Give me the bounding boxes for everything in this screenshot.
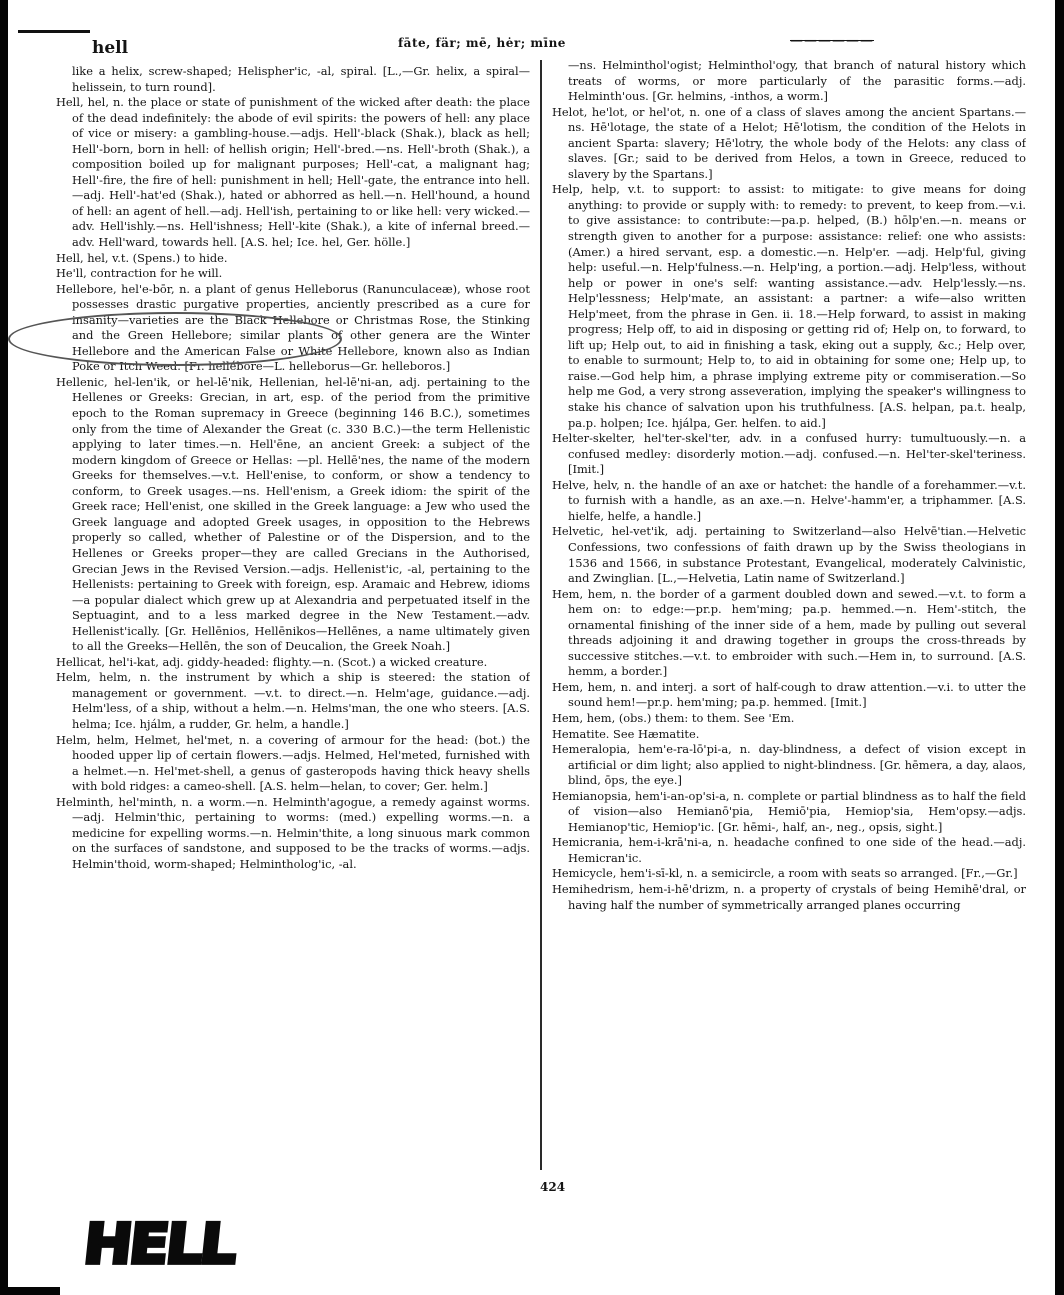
dictionary-entry: Helm, helm, Helmet, hel'met, n. a covering of armour for the head: (bot.) the hooded upper lip of certain flowers.—adjs. Helmed, Hel'meted, furnished with a helmet.—n. Hel'met-shell, a genus of gasteropods having thick heavy shells with bold ridges: a cameo-shell. [A.S. helm—helan, to cover; Ger. helm.] <box>56 732 530 794</box>
dictionary-entry: He'll, contraction for he will. <box>56 266 223 281</box>
right-column <box>552 58 1026 1168</box>
top-left-rule <box>18 30 90 33</box>
dictionary-entry: Hemicycle, hem'i-sī-kl, n. a semicircle, a room with seats so arranged. [Fr.,—Gr.] <box>552 866 1018 881</box>
dictionary-entry: Hem, hem, n. and interj. a sort of half-cough to draw attention.—v.i. to utter the sound hem!—pr.p. hem'ming; pa.p. hemmed. [Imit.] <box>552 679 1026 710</box>
dictionary-entry: Hemeralopia, hem'e-ra-lō'pi-a, n. day-blindness, a defect of vision except in artificial or dim light; also applied to night-blindness. [Gr. hēmera, a day, alaos, blind, ōps, the eye.] <box>552 742 1026 788</box>
dictionary-entry: Helve, helv, n. the handle of an axe or hatchet: the handle of a forehammer.—v.t. to furnish with a handle, as an axe.—n. Helve'-hamm'er, a triphammer. [A.S. hielfe, helfe, a handle.] <box>552 477 1026 523</box>
dictionary-entry: Helm, helm, n. the instrument by which a ship is steered: the station of management or government. —v.t. to direct.—n. Helm'age, guidance.—adj. Helm'less, of a ship, without a helm.—n. Helms'man, the one who steers. [A.S. helma; Ice. hjálm, a rudder, Gr. helm, a handle.] <box>56 670 530 731</box>
dictionary-entry: Hematite. See Hæmatite. <box>552 726 700 741</box>
page-frame-left <box>0 0 8 1295</box>
dictionary-entry: Hemihedrism, hem-i-hē'drizm, n. a property of crystals of being Hemihē'dral, or having half the number of symmetrically arranged planes occurring <box>552 881 1026 912</box>
dictionary-entry: Helvetic, hel-vet'ik, adj. pertaining to Switzerland—also Helvē'tian.—Helvetic Confessions, two confessions of faith drawn up by the Swiss theologians in 1536 and 1566, in substance Protestant, Evangelical, moderately Calvinistic, and Zwinglian. [L.,—Helvetia, Latin name of Switzerland.] <box>552 524 1026 586</box>
dictionary-entry: Hellebore, hel'e-bōr, n. a plant of genus Helleborus (Ranunculaceæ), whose root possesses drastic purgative properties, anciently prescribed as a cure for insanity—varieties are the Black Hellebore or Christmas Rose, the Stinking and the Green Hellebore; similar plants of other genera are the Winter Hellebore and the American False or White Hellebore, known also as Indian Poke or Itch Weed. [Fr. hellébore—L. helleborus—Gr. helleboros.] <box>56 281 530 374</box>
dictionary-entry: Hellicat, hel'i-kat, adj. giddy-headed: flighty.—n. (Scot.) a wicked creature. <box>56 654 488 669</box>
dictionary-entry: Hemianopsia, hem'i-an-op'si-a, n. complete or partial blindness as to half the field of vision—also Hemianō'pia, Hemiō'pia, Hemiop'sia, Hem'opsy.—adjs. Hemianop'tic, Hemiop'ic. [Gr. hēmi-, half, an-, neg., opsis, sight.] <box>552 788 1026 834</box>
hand-drawn-circle <box>8 312 342 366</box>
handwritten-note: HELL <box>80 1211 238 1277</box>
page-frame-right <box>1055 0 1064 1295</box>
dictionary-entry: Hellenic, hel-len'ik, or hel-lē'nik, Hellenian, hel-lē'ni-an, adj. pertaining to the Hellenes or Greeks: Grecian, in art, esp. of the period from the primitive epoch to the Roman supremacy in Greece (beginning 146 B.C.), sometimes only from the time of Alexander the Great (c. 330 B.C.)—the term Hellenistic applying to later times.—n. Hell'ēne, an ancient Greek: a subject of the modern kingdom of Greece or Hellas: —pl. Hellē'nes, the name of the modern Greeks for themselves.—v.t. Hell'enise, to conform, or show a tendency to conform, to Greek usages.—ns. Hell'enism, a Greek idiom: the spirit of the Greek race; Hell'enist, one skilled in the Greek language: a Jew who used the Greek language and adopted Greek usages, in opposition to the Hebrews properly so called, whether of Palestine or of the Dispersion, and to the Hellenes or Greeks proper—they are called Grecians in the Authorised, Grecian Jews in the Revised Version.—adjs. Hellenist'ic, -al, pertaining to the Hellenists: pertaining to Greek with foreign, esp. Aramaic and Hebrew, idioms—a popular dialect which grew up at Alexandria and perpetuated itself in the Septuagint, and to a less marked degree in the New Testament.—adv. Hellenist'ically. [Gr. Hellēnios, Hellēnikos—Hellēnes, a name ultimately given to all the Greeks—Hellēn, the son of Deucalion, the Greek Noah.] <box>56 374 530 654</box>
header-right-mark: —————— <box>790 33 874 48</box>
column-divider <box>540 60 542 1170</box>
left-column <box>56 64 530 1164</box>
dictionary-entry: Hell, hel, n. the place or state of punishment of the wicked after death: the place of the dead indefinitely: the abode of evil spirits: the powers of hell: any place of vice or misery: a gambling-house.—adjs. Hell'-black (Shak.), black as hell; Hell'-born, born in hell: of hellish origin; Hell'-bred.—ns. Hell'-broth (Shak.), a composition boiled up for malignant purposes; Hell'-cat, a malignant hag; Hell'-fire, the fire of hell: punishment in hell; Hell'-gate, the entrance into hell.—adj. Hell'-hat'ed (Shak.), hated or abhorred as hell.—n. Hell'hound, a hound of hell: an agent of hell.—adj. Hell'ish, pertaining to or like hell: very wicked.—adv. Hell'ishly.—ns. Hell'ishness; Hell'-kite (Shak.), a kite of infernal breed.—adv. Hell'ward, towards hell. [A.S. hel; Ice. hel, Ger. hölle.] <box>56 95 530 250</box>
dictionary-entry: Hem, hem, n. the border of a garment doubled down and sewed.—v.t. to form a hem on: to edge:—pr.p. hem'ming; pa.p. hemmed.—n. Hem'-stitch, the ornamental finishing of the inner side of a hem, made by pulling out several threads adjoining it and drawing together in groups the cross-threads by successive stitches.—v.t. to embroider with such.—Hem in, to surround. [A.S. hemm, a border.] <box>552 586 1026 679</box>
dictionary-entry: Hemicrania, hem-i-krā'ni-a, n. headache confined to one side of the head.—adj. Hemicran'ic. <box>552 835 1026 865</box>
dictionary-entry: Helminth, hel'minth, n. a worm.—n. Helminth'agogue, a remedy against worms.—adj. Helmin'thic, pertaining to worms: (med.) expelling worms.—n. a medicine for expelling worms.—n. Helmin'thite, a long sinuous mark common on the surfaces of sandstone, and supposed to be the tracks of worms.—adjs. Helmin'thoid, worm-shaped; Helmintholog'ic, -al. <box>56 794 530 871</box>
page-number: 424 <box>540 1180 566 1194</box>
dictionary-entry: like a helix, screw-shaped; Helispher'ic, -al, spiral. [L.,—Gr. helix, a spiral—helissein, to turn round]. <box>72 64 530 94</box>
dictionary-entry: —ns. Helminthol'ogist; Helminthol'ogy, that branch of natural history which treats of worms, or more particularly of the parasitic forms.—adj. Helminth'ous. [Gr. helmins, -inthos, a worm.] <box>568 58 1026 104</box>
pronunciation-key: fāte, fär; mē, hėr; mīne <box>398 36 566 50</box>
dictionary-entry: Help, help, v.t. to support: to assist: to mitigate: to give means for doing anything: to provide or supply with: to remedy: to prevent, to keep from.—v.i. to give assistance: to contribute:—pa.p. helped, (B.) hōlp'en.—n. means or strength given to another for a purpose: assistance: relief: one who assists: (Amer.) a hired servant, esp. a domestic.—n. Help'er. —adj. Help'ful, giving help: useful.—n. Help'fulness.—n. Help'ing, a portion.—adj. Help'less, without help or power in one's self: wanting assistance.—adv. Help'lessly.—ns. Help'lessness; Help'mate, an assistant: a partner: a wife—also written Help'meet, from the phrase in Gen. ii. 18.—Help forward, to assist in making progress; Help off, to aid in disposing or getting rid of; Help on, to forward, to lift up; Help out, to aid in finishing a task, eking out a supply, &c.; Help over, to enable to surmount; Help to, to aid in obtaining for some one; Help up, to raise.—God help him, a phrase implying extreme pity or commiseration.—So help me God, a very strong asseveration, implying the speaker's willingness to stake his chance of salvation upon his truthfulness. [A.S. helpan, pa.t. healp, pa.p. holpen; Ice. hjálpa, Ger. helfen. to aid.] <box>552 182 1026 430</box>
dictionary-entry: Helter-skelter, hel'ter-skel'ter, adv. in a confused hurry: tumultuously.—n. a confused medley: disorderly motion.—adj. confused.—n. Hel'ter-skel'teriness. [Imit.] <box>552 431 1026 477</box>
page-frame-bottom <box>0 1287 60 1295</box>
dictionary-entry-circled: Hell, hel, v.t. (Spens.) to hide. <box>56 250 228 265</box>
guide-word: hell <box>92 38 129 58</box>
dictionary-entry: Hem, hem, (obs.) them: to them. See 'Em. <box>552 710 795 725</box>
dictionary-entry: Helot, he'lot, or hel'ot, n. one of a class of slaves among the ancient Spartans.—ns. Hē'lotage, the state of a Helot; Hē'lotism, the condition of the Helots in ancient Sparta: slavery; Hē'lotry, the whole body of the Helots: any class of slaves. [Gr.; said to be derived from Helos, a town in Greece, reduced to slavery by the Spartans.] <box>552 104 1026 181</box>
